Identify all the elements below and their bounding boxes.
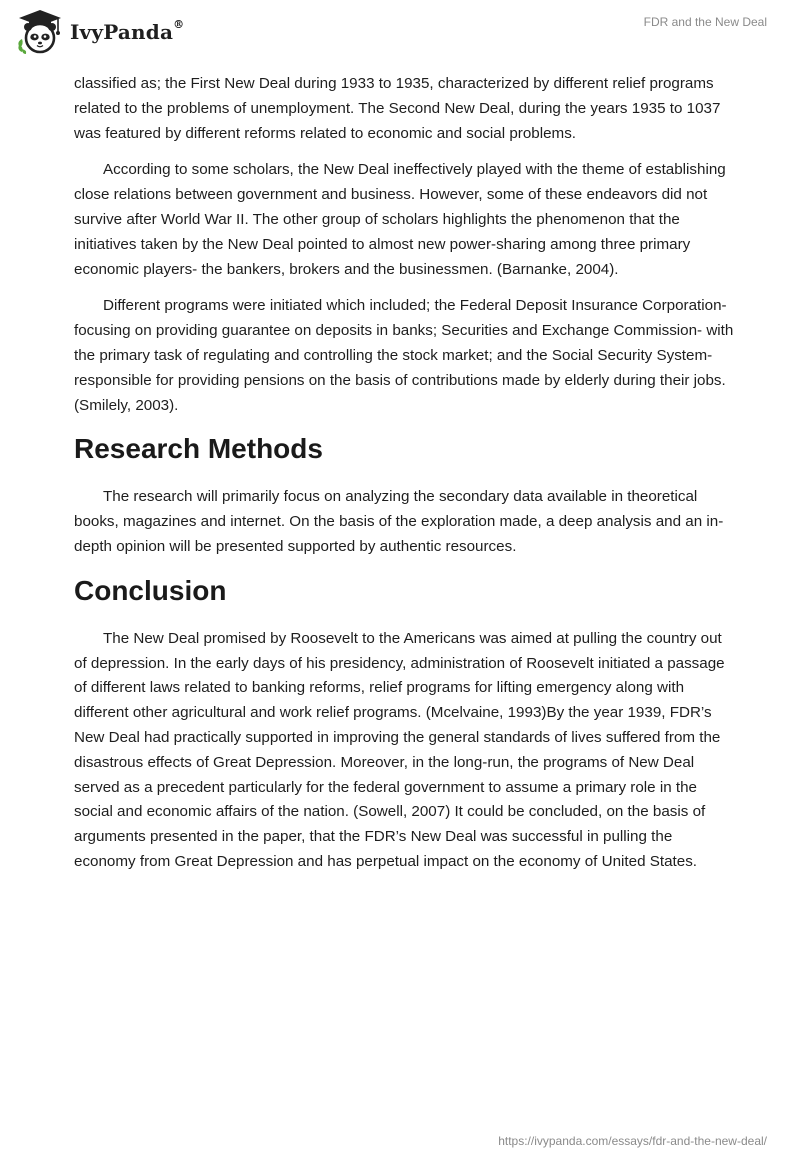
brand-name bbox=[70, 20, 184, 44]
paragraph-programs: Different programs were initiated which included; the Federal Deposit Insurance Corporation- focusing on providing guarantee on deposits in banks; Securities and Exchange Commission- with the primary task of regulating and controlling the stock market; and the Social Security System- responsible for providing pensions on the basis of contributions made by elderly during their jobs. (Smilely, 2003). bbox=[74, 297, 734, 414]
essay-content bbox=[74, 72, 734, 887]
paragraph-research: The research will primarily focus on analyzing the secondary data available in theoretical books, magazines and internet. On the basis of the exploration made, a deep analysis and an in-depth opinion will be presented supported by authentic resources. bbox=[74, 488, 724, 555]
panda-graduate-icon bbox=[14, 8, 66, 56]
source-url-link[interactable]: https://ivypanda.com/essays/fdr-and-the-new-deal/ bbox=[498, 1134, 767, 1148]
document-title: FDR and the New Deal bbox=[643, 15, 767, 29]
paragraph-conclusion: The New Deal promised by Roosevelt to the Americans was aimed at pulling the country out of depression. In the early days of his presidency, administration of Roosevelt initiated a passage of different laws related to banking reforms, relief programs for lifting emergency along with different other agricultural and work relief programs. (Mcelvaine, 1993)By the year 1939, FDR’s New Deal had practically supported in improving the general standards of lives suffered from the disastrous effects of Great Depression. Moreover, in the long-run, the programs of New Deal served as a precedent particularly for the federal government to assume a primary role in the social and economic affairs of the nation. (Sowell, 2007) It could be concluded, on the basis of arguments presented in the paper, that the FDR’s New Deal was successful in pulling the economy from Great Depression and has perpetual impact on the economy of United States. bbox=[74, 629, 725, 870]
heading-conclusion: Conclusion bbox=[74, 574, 227, 606]
paragraph-continued: classified as; the First New Deal during 1933 to 1935, characterized by different relief programs related to the problems of unemployment. The Second New Deal, during the years 1935 to 1037 was featured by different reforms related to economic and social problems. bbox=[74, 75, 721, 142]
ivypanda-logo[interactable] bbox=[14, 8, 184, 56]
registered-mark: ® bbox=[173, 18, 185, 32]
page-header bbox=[0, 0, 800, 64]
brand-text: IvyPanda bbox=[70, 20, 174, 44]
paragraph-scholars: According to some scholars, the New Deal ineffectively played with the theme of establishing close relations between government and business. However, some of these endeavors did not survive after World War II. The other group of scholars highlights the phenomenon that the initiatives taken by the New Deal pointed to almost new power-sharing among three primary economic players- the bankers, brokers and the businessmen. (Barnanke, 2004). bbox=[74, 161, 726, 278]
heading-research-methods: Research Methods bbox=[74, 433, 323, 465]
